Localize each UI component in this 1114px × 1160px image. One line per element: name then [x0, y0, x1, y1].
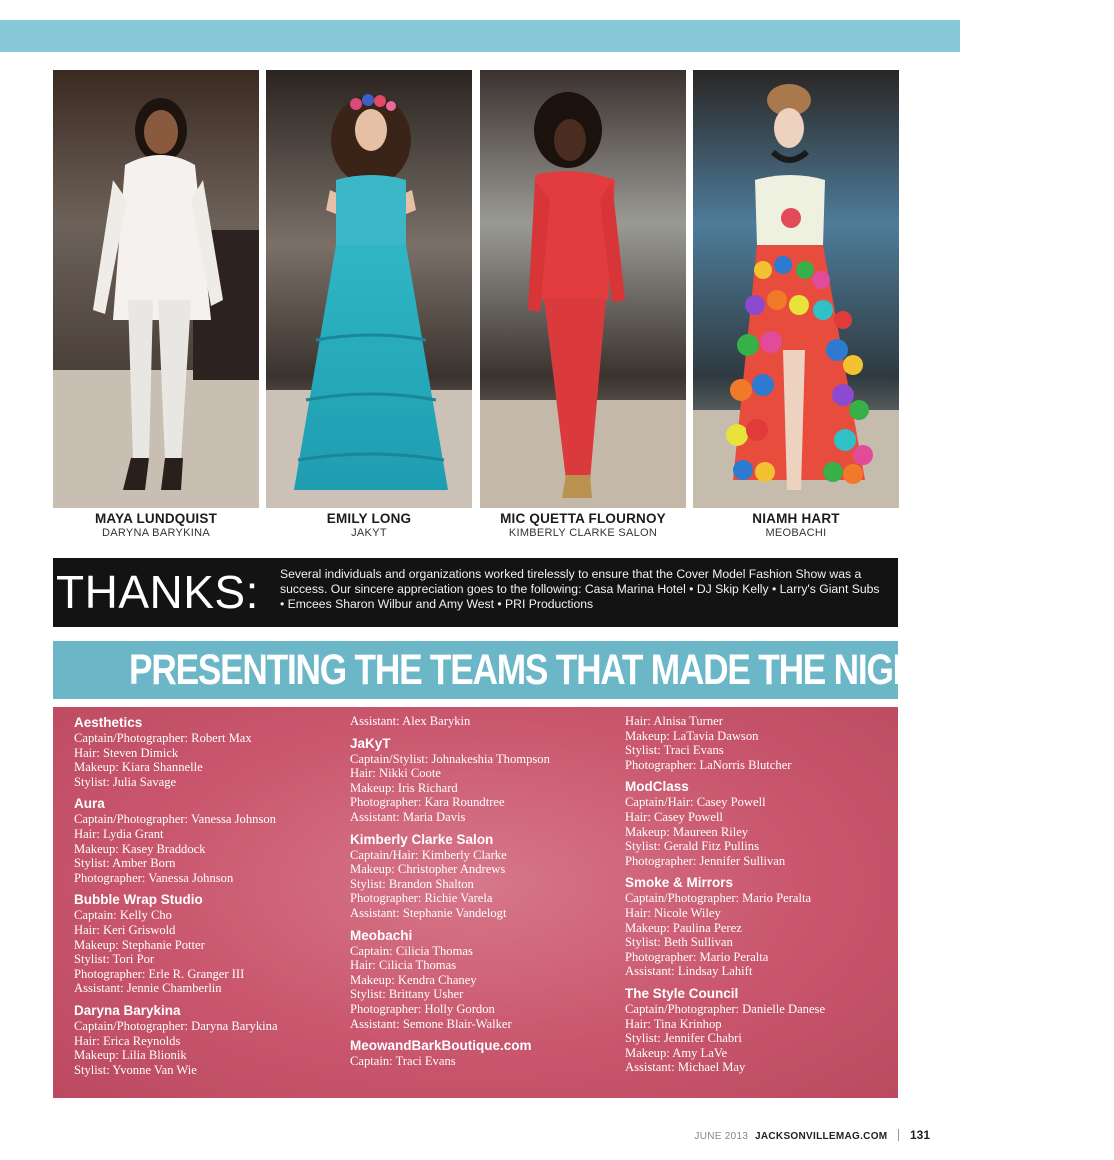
team-line: Photographer: LaNorris Blutcher [625, 757, 792, 772]
team-line: Hair: Alnisa Turner [625, 714, 723, 728]
website-link[interactable]: JACKSONVILLEMAG.COM [755, 1131, 888, 1142]
team-title: Smoke & Mirrors [625, 875, 734, 891]
teams-column-3 [625, 714, 890, 1075]
team-line: Makeup: Kasey Braddock [74, 841, 206, 856]
team-line: Makeup: Christopher Andrews [350, 862, 506, 877]
runway-photo-emily-long [266, 70, 472, 508]
team-line: Stylist: Brandon Shalton [350, 876, 474, 891]
team-line: Stylist: Jennifer Chabri [625, 1031, 742, 1046]
team-line: Photographer: Mario Peralta [625, 949, 769, 964]
team-line: Hair: Steven Dimick [74, 745, 179, 760]
team-line: Assistant: Maria Davis [350, 809, 466, 824]
team-line: Makeup: Paulina Perez [625, 920, 742, 935]
team-line: Stylist: Traci Evans [625, 743, 724, 758]
footer-divider [898, 1129, 899, 1141]
teams-banner-title: PRESENTING THE TEAMS THAT MADE THE NIGHT POSSIBLE [129, 646, 1114, 694]
teams-column-1 [74, 714, 339, 1077]
page-footer [694, 1128, 930, 1142]
team-title: Bubble Wrap Studio [74, 892, 203, 908]
team-line: Photographer: Holly Gordon [350, 1001, 495, 1016]
top-color-bar [0, 20, 960, 52]
team-line: Assistant: Alex Barykin [350, 714, 471, 728]
team-line: Captain/Stylist: Johnakeshia Thompson [350, 751, 550, 766]
team-line: Captain/Photographer: Danielle Danese [625, 1001, 826, 1016]
model-name: MIC QUETTA FLOURNOY [500, 511, 666, 526]
team-line: Hair: Erica Reynolds [74, 1033, 181, 1048]
team-line: Stylist: Tori Por [74, 952, 155, 967]
runway-photo-maya-lundquist [53, 70, 259, 508]
team-line: Photographer: Richie Varela [350, 891, 493, 906]
team-line: Stylist: Yvonne Van Wie [74, 1062, 197, 1077]
page-number: 131 [909, 1128, 930, 1142]
runway-photo-niamh-hart [693, 70, 899, 508]
team-line: Captain/Photographer: Vanessa Johnson [74, 812, 276, 827]
team-line: Makeup: LaTavia Dawson [625, 728, 759, 743]
team-line: Makeup: Amy LaVe [625, 1045, 728, 1060]
model-name: EMILY LONG [326, 511, 412, 526]
team-line: Photographer: Jennifer Sullivan [625, 853, 786, 868]
photo-captions [53, 511, 898, 543]
team-line: Assistant: Michael May [625, 1060, 746, 1075]
issue-date: JUNE 2013 [694, 1131, 749, 1142]
team-line: Assistant: Semone Blair-Walker [350, 1016, 512, 1031]
caption-3 [480, 511, 686, 540]
model-name: MAYA LUNDQUIST [94, 511, 218, 526]
team-line: Stylist: Beth Sullivan [625, 935, 733, 950]
team-line: Captain/Hair: Kimberly Clarke [350, 847, 507, 862]
team-line: Makeup: Lilia Blionik [74, 1048, 187, 1063]
team-line: Stylist: Brittany Usher [350, 987, 464, 1002]
teams-column-2 [350, 714, 615, 1069]
teams-banner [53, 641, 1114, 699]
team-line: Photographer: Erle R. Granger III [74, 966, 245, 981]
team-line: Makeup: Stephanie Potter [74, 937, 205, 952]
team-line: Captain: Cilicia Thomas [350, 943, 473, 958]
team-line: Hair: Casey Powell [625, 809, 723, 824]
team-line: Stylist: Gerald Fitz Pullins [625, 839, 759, 854]
caption-2 [266, 511, 472, 540]
team-line: Hair: Keri Griswold [74, 922, 176, 937]
team-title: Kimberly Clarke Salon [350, 831, 494, 847]
team-line: Hair: Lydia Grant [74, 826, 164, 841]
team-line: Captain/Hair: Casey Powell [625, 795, 766, 810]
teams-panel [53, 707, 898, 1098]
team-line: Stylist: Julia Savage [74, 774, 177, 789]
runway-photo-row [53, 70, 898, 508]
model-name: NIAMH HART [752, 511, 840, 526]
team-line: Makeup: Kendra Chaney [350, 972, 477, 987]
thanks-text: Several individuals and organizations worked tirelessly to ensure that the Cover Model Fashion Show was a success. Our sincere appreciation goes to the following: Casa Marina Hotel • DJ Skip Kelly • Larry's Giant Subs • Emcees Sharon Wilbur and Amy West • PRI Productions [280, 567, 880, 611]
team-line: Photographer: Vanessa Johnson [74, 870, 234, 885]
team-title: Aura [74, 796, 105, 812]
team-title: Daryna Barykina [74, 1002, 181, 1018]
team-credit: MEOBACHI [765, 527, 827, 539]
team-line: Captain/Photographer: Daryna Barykina [74, 1018, 278, 1033]
team-line: Stylist: Amber Born [74, 856, 176, 871]
team-title: ModClass [625, 779, 689, 795]
team-line: Makeup: Iris Richard [350, 780, 458, 795]
team-title: Meobachi [350, 927, 413, 943]
team-title: Aesthetics [74, 715, 143, 730]
team-line: Hair: Nicole Wiley [625, 905, 721, 920]
caption-1 [53, 511, 259, 540]
thanks-box [53, 558, 898, 627]
team-line: Assistant: Stephanie Vandelogt [350, 905, 507, 920]
team-line: Hair: Cilicia Thomas [350, 958, 457, 973]
team-line: Captain: Traci Evans [350, 1054, 456, 1069]
team-line: Photographer: Kara Roundtree [350, 795, 505, 810]
team-title: JaKyT [350, 735, 391, 751]
team-credit: JAKYT [351, 527, 387, 539]
team-title: MeowandBarkBoutique.com [350, 1038, 532, 1054]
runway-photo-mic-quetta-flournoy [480, 70, 686, 508]
thanks-heading: THANKS: [56, 566, 259, 618]
team-line: Captain: Kelly Cho [74, 908, 172, 923]
team-credit: DARYNA BARYKINA [101, 527, 211, 539]
team-line: Hair: Tina Krinhop [625, 1016, 722, 1031]
team-line: Captain/Photographer: Robert Max [74, 731, 252, 745]
team-line: Makeup: Kiara Shannelle [74, 760, 203, 775]
team-credit: KIMBERLY CLARKE SALON [508, 527, 658, 539]
caption-4 [693, 511, 899, 540]
team-line: Assistant: Jennie Chamberlin [74, 981, 222, 996]
team-title: The Style Council [625, 985, 739, 1001]
team-line: Assistant: Lindsay Lahift [625, 964, 753, 979]
team-line: Makeup: Maureen Riley [625, 824, 749, 839]
team-line: Captain/Photographer: Mario Peralta [625, 891, 812, 906]
team-line: Hair: Nikki Coote [350, 766, 441, 781]
